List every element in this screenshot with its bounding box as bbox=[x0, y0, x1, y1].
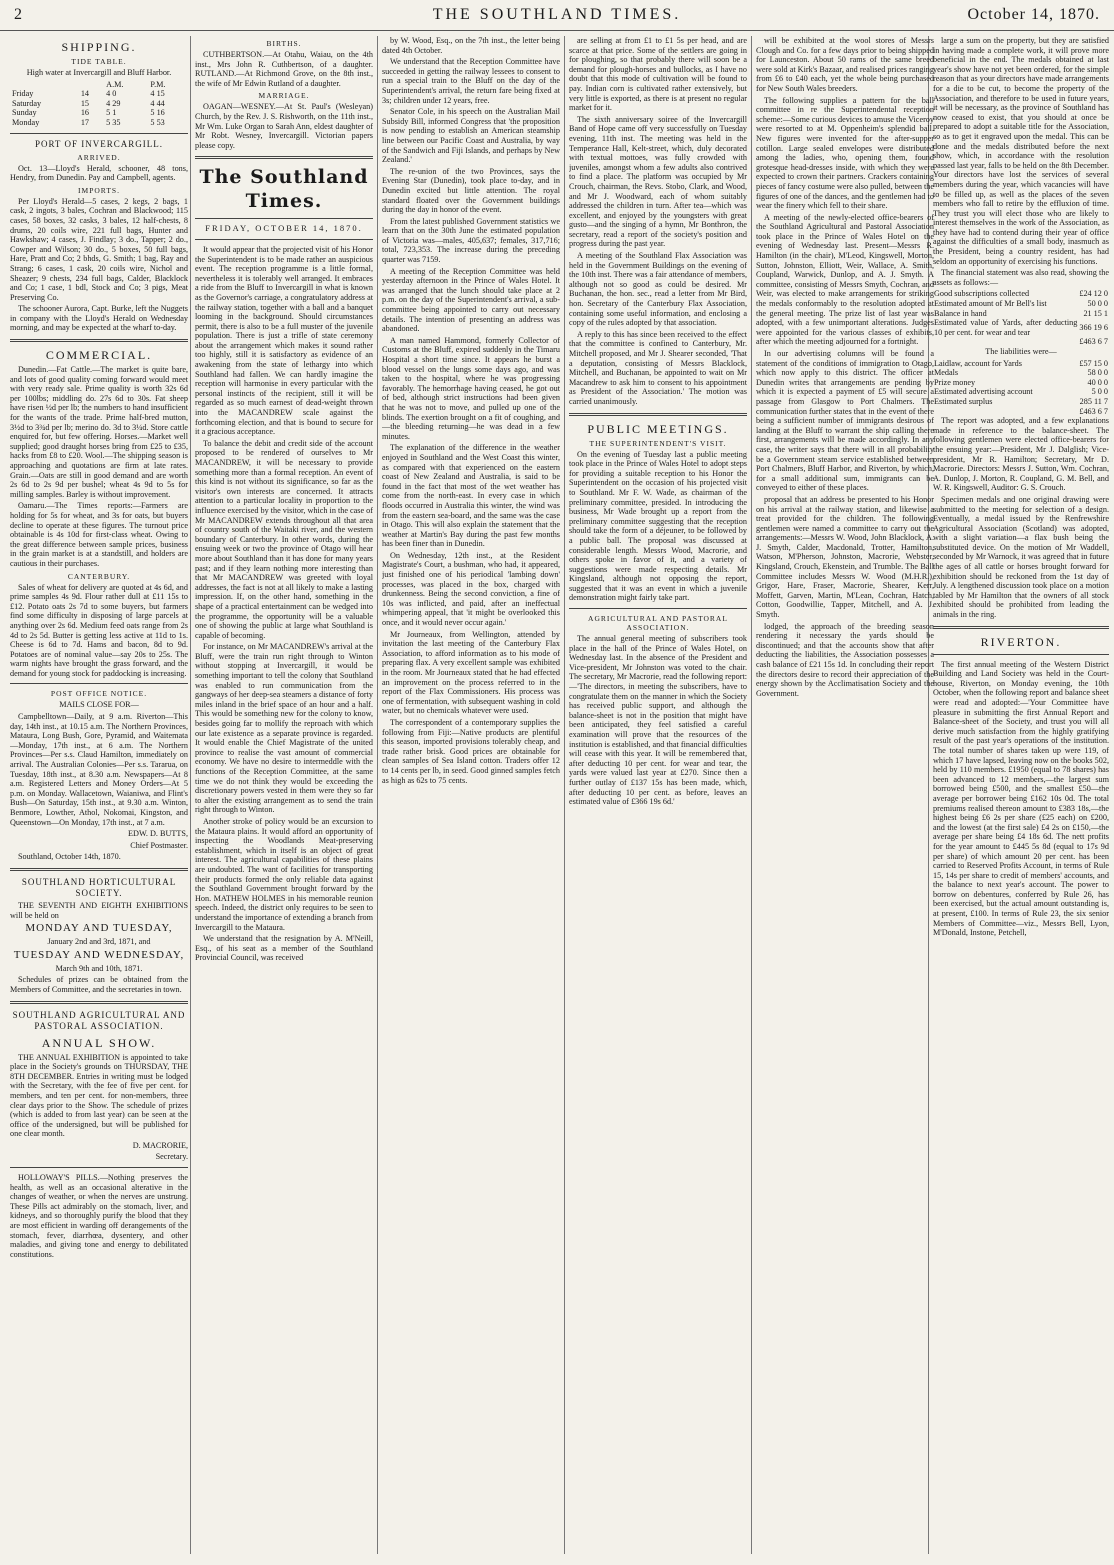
liability-amount: 40 0 0 bbox=[1087, 377, 1108, 387]
port-heading: PORT OF INVERCARGILL. bbox=[34, 138, 164, 149]
schooner-text: The schooner Aurora, Capt. Burke, left the Nuggets in company with the Lloyd's Herald on Wednesday morning, and may be expected at the wharf to-day. bbox=[10, 304, 188, 333]
issue-date: October 14, 1870. bbox=[967, 6, 1100, 23]
liability-label: Medals bbox=[934, 368, 959, 378]
table-row bbox=[933, 359, 1109, 369]
mails-close: MAILS CLOSE FOR— bbox=[59, 700, 139, 710]
news-paragraph: A meeting of the Reception Committee was held yesterday afternoon in the Prince of Wales Hotel. It was arranged that the lunch should take place at 2 p.m. on the day of the Superintendent's arrival, a sub-committee being appointed to carry out necessary details. The intention of presenting an address was abandoned. bbox=[382, 266, 560, 334]
masthead bbox=[0, 0, 1114, 31]
imports-text: Per Lloyd's Herald—5 cases, 2 kegs, 2 bags, 1 cask, 2 ingots, 3 bales, Cochran and Blackwood; 115 cases, 58 boxes, 32 casks, 3 bales, 12 half-chests, 8 drums, 20 coils wire, 221 full bags, Hunter and Hawkshaw; 4 cases, J. Findlay; 3 do., Tapper; 2 do., Cowper and Wilson; 30 do., 5 boxes, 50 full bags, Hare, Pratt and Co; 2 bhds, G. Smith; 1 bag, Ray and Strang; 6 cases, 1 cask, 20 coils wire, Nichol and Sheazer; 9 chests, 234 full bags, Calder, Blacklock and Co; 1 case, 1 bdl, Stock and Co; 3 pigs, Meat Preserving Co. bbox=[10, 196, 188, 302]
divider bbox=[933, 626, 1109, 629]
news-paragraph: A man named Hammond, formerly Collector of Customs at the Bluff, expired suddenly in the Timaru Hospital a short time since. It appears he burst a blood vessel on the lungs some days ago, and was taken to the hospital, where he was progressing favorably. The hemorrhage having ceased, he got out of bed, although strict instructions had been given that he was not to move, and pulled up one of the blinds. The exertion brought on a fit of coughing, and—the bleeding returning—he was dead in a few minutes. bbox=[382, 335, 560, 441]
liability-label bbox=[933, 407, 1068, 417]
tide-row bbox=[10, 89, 188, 99]
table-row bbox=[933, 289, 1109, 299]
post-text: Campbelltown—Daily, at 9 a.m. Riverton—This day, 14th inst., at 10.15 a.m. The Northern Provinces, Mataura, Long Bush, Gore, Pyramid, and Waitemata—Monday, 17th inst., at 6 a.m. The Northern Provinces—Per s.s. Claud Hamilton, immediately on arrival. The Australian Colonies—Per s.s. Tararua, on Tuesday, 18th inst., at 8.30 a.m. Newspapers—At 8 a.m. Registered Letters and Money Orders—At 5 p.m. on Monday. Wallacetown, Waianiwa, and Flint's Bush—On Saturday, 15th inst., at 9.30 a.m. Winton, Benmore, Lowther, Athol, Nokomai, Kingston, and Queenstown—On Monday, 17th inst., at 7 a.m. bbox=[10, 712, 188, 827]
divider bbox=[10, 683, 188, 684]
tide-heading: TIDE TABLE. bbox=[71, 57, 127, 66]
tide-day: Sunday bbox=[12, 108, 37, 118]
superintendent-visit-heading: THE SUPERINTENDENT'S VISIT. bbox=[589, 438, 727, 448]
asset-label: Estimated amount of Mr Bell's list bbox=[934, 299, 1047, 309]
post-signature: EDW. D. BUTTS, bbox=[128, 829, 188, 839]
tide-day: Saturday bbox=[12, 98, 42, 108]
newspaper-title: THE SOUTHLAND TIMES. bbox=[432, 6, 682, 23]
tide-table bbox=[10, 80, 188, 128]
riverton-heading: RIVERTON. bbox=[980, 634, 1062, 649]
table-row bbox=[933, 337, 1109, 347]
agri-heading: SOUTHLAND AGRICULTURAL AND PASTORAL ASSOCIATION. bbox=[12, 1009, 186, 1031]
asset-label bbox=[933, 337, 1078, 347]
news-paragraph: The report was adopted, and a few explanations made in reference to the balance-sheet. The following gentlemen were elected office-bearers for the ensuing year:—President, Mr J. Dalglish; Vice-president, Mr R. Hamilton; Secretary, Mr D. Macrorie. Directors: Messrs J. Sutton, Wm. Cochran, A. Dunlop, J. Morton, R. Coupland, G. M. Bell, and W. R. Kingswell, Auditor: G. S. Crouch. bbox=[933, 416, 1109, 493]
column-4 bbox=[569, 36, 747, 1554]
table-row bbox=[933, 368, 1109, 378]
news-paragraph: In our advertising columns will be found a statement of the conditions of immigration to Otago, which now apply to this district. The officer at Dunedin writes that arrangements are pending by which it is expected a payment of £5 will secure a passage from Glasgow to Port Chalmers. The communication further states that in the event of there being a sufficient number of immigrants desirous of landing at the Bluff to warrant the ship calling there first, arrangements will be made accordingly. In any case, the writer says that there will in all probability be a Government steam service established between Port Chalmers, Bluff Harbor, and Riverton, by which, for a small additional sum, immigrants can be conveyed to either of these places. bbox=[756, 349, 934, 493]
divider bbox=[195, 239, 373, 240]
tide-intro: High water at Invercargill and Bluff Harbor. bbox=[26, 68, 172, 77]
marriage-text: OAGAN—WESNEY.—At St. Paul's (Wesleyan) Church, by the Rev. J. S. Rishworth, on the 11th inst., Mr Wm. Luke Organ to Sarah Ann, eldest daughter of Mr Robt. Wesney, Invercargill. Victorian papers please copy. bbox=[195, 102, 373, 150]
table-row bbox=[933, 378, 1109, 388]
tide-day: Friday bbox=[12, 89, 34, 99]
liabilities-heading: The liabilities were— bbox=[985, 347, 1057, 356]
news-paragraph: are selling at from £1 to £1 5s per head, and are scarce at that price. Some of the settlers are going in for ploughing, so that probably there will soon be a demand for plough-horses and bullocks, as I have no doubt that this mode of cultivation will be found to pay. Indian corn is cultivated rather extensively, but very little is exported, as there is at present no regular market for it. bbox=[569, 36, 747, 113]
post-title: Chief Postmaster. bbox=[130, 840, 188, 850]
post-date: Southland, October 14th, 1870. bbox=[18, 852, 121, 862]
asset-label: Estimated value of Yards, after deducting 10 per cent. for wear and tear bbox=[934, 318, 1078, 337]
column-1 bbox=[10, 36, 188, 1554]
leader-paragraph: We understand that the resignation by A. M'Neill, Esq., of his seat as a member of the Southland Provincial Council, was received bbox=[195, 934, 373, 963]
arrival-text: Oct. 13—Lloyd's Herald, schooner, 48 tons, Hendry, from Dunedin. Pay and Campbell, agents. bbox=[10, 163, 188, 183]
news-paragraph: The correspondent of a contemporary supplies the following from Fiji:—Native products are plentiful this season, imported provisions tolerably cheap, and trade rather brisk. Good prices are obtainable for clean samples of Sea Island cotton. Traders offer 12 to 14 cents per lb, in seed. Good ginned samples fetch as high as 62s to 75 cents. bbox=[382, 717, 560, 785]
news-paragraph: A meeting of the Southland Flax Association was held in the Government Buildings on the evening of the 10th inst. There was a fair attendance of members, although not so good as could be desired. Mr Buchanan, the hon. sec., read a letter from Mr Bird, hon. Secretary of the Canterbury Flax Association, containing some useful information, and enclosing a copy of the rules adopted by that association. bbox=[569, 251, 747, 328]
liability-label: Estimated advertising account bbox=[934, 387, 1033, 397]
nameplate: The Southland Times. bbox=[199, 166, 369, 213]
hort-date-1b: January 2nd and 3rd, 1871, and bbox=[47, 937, 151, 947]
asset-amount: 366 19 6 bbox=[1079, 323, 1108, 333]
annual-signature: D. MACRORIE, bbox=[132, 1140, 188, 1150]
shipping-heading: SHIPPING. bbox=[61, 40, 137, 54]
news-paragraph: The financial statement was also read, showing the assets as follows:— bbox=[933, 268, 1109, 287]
column-rule bbox=[564, 36, 565, 1554]
divider bbox=[569, 608, 747, 609]
tide-pm: 5 53 bbox=[150, 117, 165, 127]
post-heading: POST OFFICE NOTICE. bbox=[50, 689, 148, 699]
news-paragraph: On the evening of Tuesday last a public meeting took place in the Prince of Wales Hotel to adopt steps for providing a suitable reception to his Honor the Superintendent on the occasion of his projected visit to Southland. Mr F. W. Wade, as chairman of the preliminary committee, presided. In introducing the business, Mr Wade brought up a report from the preliminary committee suggesting that the reception should take the form of a déjeuner, to be followed by a public ball. The proposal was discussed at considerable length. Messrs Wood, Macrorie, and others spoke in favor of it, and a variety of suggestions were made respecting details. Mr Kingsland, although not opposing the report, suggested that it was an event in which a juvenile demonstration might fairly take part. bbox=[569, 449, 747, 603]
leader-paragraph: For instance, on Mr MACANDREW's arrival at the Bluff, were the train run right through to Winton without stopping at Invercargill, it would be something important to tell the colony that Southland was enabled to run communication from the gangways of her deep-sea steamers a distance of forty miles inland in the brief space of an hour and a half. This would be something new for the colony to know, besides going far to mollify the reproach with which our late existence as a separate province is regarded. It would enable the Chief Magistrate of the united province to realise the vast amount of commercial economy. We have no desire to intermeddle with the functions of the Reception Committee, at the same time we do not think they would be exceeding the discretionary powers vested in them were they so far to alter the existing arrangement as to send the train right through to Winton. bbox=[195, 642, 373, 815]
annual-show-heading: ANNUAL SHOW. bbox=[41, 1035, 157, 1050]
news-paragraph: On Wednesday, 12th inst., at the Resident Magistrate's Court, a bushman, who had, it appeared, just finished one of his periodical 'lambing down' processes, was placed in the box, charged with drunkenness. Being the second conviction, a fine of 10s was inflicted, and paid, after an ineffectual whimpering appeal, that 'it might be overlooked this once, and it would never occur again.' bbox=[382, 550, 560, 628]
asset-total: £463 6 7 bbox=[1079, 337, 1108, 347]
tide-date: 17 bbox=[80, 117, 90, 127]
news-paragraph: The following supplies a pattern for the ball committee in re the Superintendental reception scheme:—Some curious devices to amuse the Viceroy were resorted to at M. Oppenheim's splendid ball. New figures were invented for the after-supper cotillon. Large sealed envelopes were distributed among the ladies, who, opening them, found grotesque head-dresses inside, with which they were expected to crown their partners. Crackers containing pieces of fancy costume were also pulled, between the figures of one of the dances, and the gentlemen had to wear the finery which fell to their share. bbox=[756, 95, 934, 211]
column-rule bbox=[190, 36, 191, 1554]
tide-date: 14 bbox=[80, 89, 90, 99]
annual-signature-title: Secretary. bbox=[155, 1152, 188, 1162]
news-paragraph: The explanation of the difference in the weather enjoyed in Southland and the West Coast this winter, as compared with that experienced on the eastern coast of New Zealand and Australia, is said to be found in the fact that most of the wet weather has come from the north-east. In every case in which floods occurred in Australia this winter, the wind was from the eastern sea-board, and the same was the case in Otago. This will also explain the statement that the weather at Martin's Bay during the past few months has been finer than in Dunedin. bbox=[382, 443, 560, 549]
tide-col-head bbox=[10, 80, 79, 90]
liability-label: Laidlaw, account for Yards bbox=[934, 358, 1022, 368]
news-paragraph: The sixth anniversary soiree of the Invercargill Band of Hope came off very successfully on Tuesday evening, 11th inst. The meeting was held in the Temperance Hall, Kelt-street, which, duly decorated with textual mottoes, was fully crowded with juveniles, amongst whom a few adults also contrived to find a place. The platform was occupied by Mr Crouch, chairman, the Revs. Stobo, Clark, and Wood, and Mr J. Woodward, each of whom suitably addressed the children in turn. After tea—which was excellent, and enjoyed by the youngsters with great gusto—and the singing of a hymn, Mr Bonthron, the secretary, read a report of the society's position and progress during the past year. bbox=[569, 114, 747, 249]
tide-am: 4 0 bbox=[106, 89, 117, 99]
asset-amount: 21 15 1 bbox=[1083, 308, 1108, 318]
tide-date: 15 bbox=[80, 98, 90, 108]
tide-pm: 5 16 bbox=[150, 108, 165, 118]
asset-label: Balance in hand bbox=[934, 308, 987, 318]
news-paragraph: proposal that an address be presented to his Honor on his arrival at the railway station, and likewise a treat provided for the children. The following gentlemen were named a committee to carry out the arrangements:—Messrs W. Wood, John Blacklock, A. J. Smyth, Calder, Macdonald, Trotter, Hamilton, Watson, M'Pherson, Johnston, Macrorie, Webster, Kingsland, Crouch, Ekenstein, and Trumble. The Ball Committee includes Messrs W. Wood (M.H.R.), Grigor, Hare, Fraser, Macrorie, Shearer, Kerr, Moffett, Garven, Martin, M'Lean, Cochran, Hatch, Cotton, Goodwillie, Tapper, Mitchell, and A. J. Smyth. bbox=[756, 494, 934, 620]
tide-pm: 4 44 bbox=[150, 98, 165, 108]
table-row bbox=[933, 407, 1109, 417]
column-3 bbox=[382, 36, 560, 1554]
divider bbox=[569, 413, 747, 416]
news-paragraph: Mr Journeaux, from Wellington, attended by invitation the last meeting of the Canterbury Flax Association, to afford information as to his mode of preparing flax. A very excellent sample was exhibited in the room. Mr Journeaux stated that he had effected an improvement on the process referred to in the report of the Flax Commissioners. His process was one of fermentation, with subsequent washing in cold water, but no chemicals whatever were used. bbox=[382, 629, 560, 716]
dateline: FRIDAY, OCTOBER 14, 1870. bbox=[205, 223, 363, 234]
assets-table bbox=[933, 289, 1109, 347]
column-2 bbox=[195, 36, 373, 1554]
news-paragraph: A meeting of the newly-elected office-bearers of the Southland Agricultural and Pastoral Association took place in the Prince of Wales Hotel on the evening of Wednesday last. Present—Messrs R. Hamilton (in the chair), M'Leod, Kingswell, Morton, Sutton, Johnston, Elliott, Weir, Wallace, A. Smith, Coupland, Warwick, Dunlop, and A. J. Smyth. A committee, consisting of Messrs Smyth, Cochran, and Weir, was elected to make arrangements for striking the medals conformably to the resolution adopted at the general meeting. The prize list of last year was adopted, with a few unimportant alterations. Judges were appointed for the various classes of exhibits, after which the meeting adjourned for a fortnight. bbox=[756, 212, 934, 347]
liability-total: £463 6 7 bbox=[1079, 406, 1108, 416]
tide-pm: 4 15 bbox=[150, 89, 165, 99]
liability-amount: £57 15 0 bbox=[1079, 358, 1108, 368]
table-row bbox=[933, 299, 1109, 309]
news-paragraph: The annual general meeting of subscribers took place in the hall of the Prince of Wales Hotel, on Wednesday last. In the absence of the President and Vice-president, Mr Johnston was voted to the chair. The secretary, Mr Macrorie, read the following report:—'The directors, in meeting the subscribers, have to congratulate them on the manner in which the Society has received public support, and although the balance-sheet is not in the position that might have been anticipated, they feel satisfied a careful examination will prove that the resources of the institution is established, and that financial difficulties will cease with this year. It will be remembered that, after deducting 10 per cent. for wear and tear, the yards were valued last year at £270. Since then a further outlay of £137 15s has been made, which, after deducting 10 per cent. as before, leaves an estimated value of £366 19s 6d.' bbox=[569, 634, 747, 807]
divider bbox=[195, 156, 373, 159]
news-paragraph: Specimen medals and one original drawing were submitted to the meeting for selection of a design. Eventually, a medal issued by the Renfrewshire Agricultural Association (Scotland) was adopted, with a slight variation—a flax bush being the substituted device. On the motion of Mr Waddell, seconded by Mr Warnock, it was agreed that in future the ages of all cattle or horses brought forward for exhibition should be reckoned from the 1st day of July. A lengthened discussion took place on a motion tabled by Mr Hamilton that the owners of all stock exhibited should be prohibited from leading the animals in the ring. bbox=[933, 494, 1109, 620]
hort-date-2b: March 9th and 10th, 1871. bbox=[55, 963, 143, 973]
liabilities-table bbox=[933, 359, 1109, 417]
asset-amount: £24 12 0 bbox=[1079, 289, 1108, 299]
column-5 bbox=[756, 36, 934, 1554]
arrived-label: ARRIVED. bbox=[77, 152, 121, 162]
divider bbox=[10, 868, 188, 871]
tide-am: 4 29 bbox=[106, 98, 121, 108]
canterbury-text: Sales of wheat for delivery are quoted at 4s 6d, and prime samples 4s 9d. Flour rather dull at £11 15s to £12. Potato oats 2s 7d to some buyers, but farmers find some difficulty in disposing of large parcels at anything over 2s 6d. Medium feed oats range from 2s 4d to 2s 5d. Butter is getting less active at 11d to 1s. Cheese is 6d to 7d. Hams and bacon, 8d to 9d. Potatoes are of nominal value—say 20s to 25s. The warm nights have brought the grass forward, and the demand for young stock for paddocking is increasing. bbox=[10, 582, 188, 678]
liability-label: Prize money bbox=[934, 377, 976, 387]
news-paragraph: We understand that the Reception Committee have succeeded in getting the railway lessees to consent to run a special train to the Bluff on the day of the Superintendent's arrival, the return fare being fixed at 3s; children under 12 years, free. bbox=[382, 57, 560, 105]
column-rule bbox=[377, 36, 378, 1554]
column-rule bbox=[751, 36, 752, 1554]
hort-heading: SOUTHLAND HORTICULTURAL SOCIETY. bbox=[21, 876, 177, 898]
holloway-text: HOLLOWAY'S PILLS.—Nothing preserves the health, as well as an occasional alterative in the changes of weather, or when the nerves are unstrung. These Pills act admirably on the stomach, liver, and kidneys, and so thoroughly purify the blood that they are most efficient in warding off derangements of the stomach, fever, diarrhœa, dysentery, and other maladies, and giving tone and energy to debilitated constitutions. bbox=[10, 1173, 188, 1259]
liability-label: Estimated surplus bbox=[934, 396, 993, 406]
news-paragraph: The re-union of the two Provinces, says the Evening Star (Dunedin), took place to-day, and in Dunedin excited but little attention. The royal standard floated over the Government buildings during the day in honor of the event. bbox=[382, 166, 560, 215]
table-row bbox=[933, 387, 1109, 397]
news-paragraph: large a sum on the property, but they are satisfied in having made a complete work, it will prove more beneficial in the end. The medals obtained at last year's show have not yet been ordered, for the simple reason that as your directors have made arrangements for a die to be cut, to become the property of the Association, and therefore to be used in future years, it will be necessary, as the province of Southland has now ceased to exist, that you should at once be prepared to adopt a suitable title for the Association, so as to get it engraved upon the medal. This can be done and the medals distributed before the next show, which, in accordance with the resolution passed last year, falls to be held on the 8th December. Your directors have lost the services of several members during the year, which vacancies will have to be filled up, as well as the places of the seven members who fall to retire by the effluxion of time. They trust you will elect those who are likely to interest themselves in the work of the Association, as they have had to contend during their year of office against the difficulties of a small body, inasmuch as the President, being a country resident, has had seldom an opportunity of exercising his functions. bbox=[933, 36, 1109, 266]
asset-label: Good subscriptions collected bbox=[934, 289, 1030, 299]
leader-paragraph: To balance the debit and credit side of the account proposed to be rendered of ourselves to Mr MACANDREW, it will be necessary to provide something more than a formal reception. An event of this kind is not without its significance, so far as the visitor's own interests are concerned. It attracts attention to a particular locality in proportion to the influence exercised by the visitor, which in the case of Mr MACANDREW extends throughout all that area of country south of the Waitaki river, and the western boundary of Canterbury. In other words, during the ensuing week or two the province of Otago will hear more about Southland than it has done for many years past; and if they learn nothing more interesting than that Mr MACANDREW was greeted with loyal addresses, the fact is not at all likely to make a lasting impression. If, on the other hand, something in the shape of a practical entertainment can be wedged into the programme, the opportunity will be a valuable one of showing the public at large what Southland is capable of becoming. bbox=[195, 438, 373, 640]
hort-date-2: TUESDAY AND WEDNESDAY, bbox=[13, 948, 185, 961]
public-meetings-heading: PUBLIC MEETINGS. bbox=[587, 421, 729, 436]
tide-day: Monday bbox=[12, 117, 40, 127]
leader-paragraph: Another stroke of policy would be an excursion to the Mataura plains. It would afford an opportunity of inspecting the Woodlands Meat-preserving establishment, which in itself is an object of great interest. The agricultural capabilities of these plains are undoubted. The want of facilities for transporting their products formed the only reliable data against the Southland Government brought forward by the Hon. MATHEW HOLMES in his memorable reunion speech. Indeed, the district only requires to be seen to understand the importance of extending a branch from Invercargill to the Mataura. bbox=[195, 816, 373, 932]
tide-am: 5 35 bbox=[106, 117, 121, 127]
news-paragraph: Senator Cole, in his speech on the Australian Mail Subsidy Bill, informed Congress that 'the proposition is now pending to establish an American steamship line between our Pacific Coast and Australia, by way of the Sandwich and Fiji Islands, and perhaps by New Zealand.' bbox=[382, 107, 560, 165]
leader-paragraph: It would appear that the projected visit of his Honor the Superintendent is to be made rather an auspicious event. The reception programme is a little formal, nevertheless it is tolerably well arranged. It embraces a ride from the Bluff to Invercargill in what is known as the Governor's carriage, a congratulatory address at the railway station, together with a ball and a banquet looming in the background. Should circumstances permit, there is also to be a full muster of the juvenile population. There is just a trifle of state ceremony about the arrangement which makes it sound rather too highly, still it is satisfactory as evidence of an awakening from the state of lethargy into which Southland had fallen. We can hardly imagine the reception will harmonise in every particular with the personal instincts of the recipient, still it will be regarded as so much earnest of dead-weight thrown into the MACANDREW scale against the forthcoming election, and that is bound to secure for it a gracious acceptance. bbox=[195, 244, 373, 437]
births-text: CUTHBERTSON.—At Otahu, Waiau, on the 4th inst., Mrs John R. Cuthbertson, of a daughter. RUTLAND.—At Richmond Grove, on the 8th inst., the wife of Mr Edwin Rutland of a daughter. bbox=[195, 50, 373, 88]
hort-text: THE SEVENTH AND EIGHTH EXHIBITIONS will be held on bbox=[10, 900, 188, 920]
hort-date-1: MONDAY AND TUESDAY, bbox=[25, 922, 173, 935]
liability-amount: 58 0 0 bbox=[1087, 368, 1108, 378]
divider bbox=[10, 1167, 188, 1168]
news-paragraph: A reply to this has since been received to the effect that the committee is confined to Canterbury, Mr. Mitchell proposed, and Mr J. Shearer seconded, 'That a deputation, consisting of Messrs Blacklock, Mitchell, and Buchanan, be appointed to wait on Mr Macandrew to ask him to consent to his appointment as President of the Association.' The motion was carried unanimously. bbox=[569, 329, 747, 406]
tide-row bbox=[10, 118, 188, 128]
divider bbox=[10, 1001, 188, 1004]
asset-amount: 50 0 0 bbox=[1087, 299, 1108, 309]
news-paragraph: From the latest published Government statistics we learn that on the 30th June the estimated population of Victoria was—males, 405,637; females, 317,716; total, 723,353. The increase during the preceding quarter was 7159. bbox=[382, 216, 560, 265]
tide-date: 16 bbox=[80, 108, 90, 118]
agri-association-heading: AGRICULTURAL AND PASTORAL ASSOCIATION. bbox=[588, 614, 728, 633]
tide-header-row bbox=[10, 80, 188, 90]
annual-text: THE ANNUAL EXHIBITION is appointed to take place in the Society's grounds on THURSDAY, THE 8TH DECEMBER. Entries in writing must be lodged with the Secretary, with the fee of five per cent. for members, and ten per cent. for non-members, three clear days prior to the Show. The schedule of prizes (which is added to from last year) can be seen at the office of the undersigned, but will be published for one clear month. bbox=[10, 1052, 188, 1139]
table-row bbox=[933, 397, 1109, 407]
tide-col-head: P.M. bbox=[150, 79, 166, 89]
oamaru-text: Oamaru.—The Times reports:—Farmers are holding for 5s for wheat, and 3s for oats, but buyers decline to operate at these figures. The turnout price obtainable is 4s 10d for first-class wheat. Owing to the great difference between sample prices, business in the grain market is at a standstill, and holders are cautious in their purchases. bbox=[10, 501, 188, 568]
tide-row bbox=[10, 99, 188, 109]
marriage-heading: MARRIAGE. bbox=[258, 91, 310, 101]
hort-note: Schedules of prizes can be obtained from the Members of Committee, and the secretaries in town. bbox=[10, 975, 188, 994]
news-paragraph: by W. Wood, Esq., on the 7th inst., the letter being dated 4th October. bbox=[382, 36, 560, 55]
canterbury-heading: CANTERBURY. bbox=[67, 571, 131, 581]
divider bbox=[933, 654, 1109, 655]
news-paragraph: The first annual meeting of the Western District Building and Land Society was held in the Court-house, Riverton, on Monday evening, the 10th October, when the following report and balance sheet were read and adopted:—'Your Committee have pleasure in submitting the first Annual Report and Balance-sheet of the Society, and trust you will all derive much satisfaction from the highly gratifying result of the past year's operations of the institution. The total number of shares taken up were 119, of which 17 have lapsed, leaving now on the books 502, held by 110 members. £1950 (equal to 78 shares) has been advanced to 12 members,—the largest sum borrowed being £500, and the smallest £50—the average per borrower being £162 10s 0d. The total premiums realised thereon amount to £383 18s,—the highest being £6 2s per share (£25 each) on £200, and the lowest (at the first sale) £4 2s on £150,—the average per share being £4 18s 6d. The nett profits for the year amount to £445 5s 8d (equal to 17s 9d per share) of which amount 20 per cent. has been carried to Reserved Profits Account, in terms of Rule 15, 14s per share to credit of members' accounts, and the balance to next year's account. The power to borrow on debentures, conferred by Rule 26, has been exercised, but the actual amount outstanding is, at present, £100. In terms of Rule 23, the six senior Members of Committee—viz., Messrs Bell, Lyon, M'Donald, Instone, Petchell, bbox=[933, 659, 1109, 938]
tide-col-head: A.M. bbox=[106, 79, 124, 89]
tide-row bbox=[10, 108, 188, 118]
commercial-heading: COMMERCIAL. bbox=[45, 348, 153, 363]
news-paragraph: will be exhibited at the wool stores of Messrs Clough and Co. for a few days prior to being shipped for Launceston. About 50 rams of the same breed were sold at Kirk's Bazaar, and realised prices ranging from £6 to £40 each, yet the whole being purchased for New South Wales breeders. bbox=[756, 36, 934, 93]
tide-am: 5 1 bbox=[106, 108, 117, 118]
news-paragraph: lodged, the approach of the breeding season rendering it necessary the yards should be discontinued; and that the accounts show that after deducting the liabilities, the Association possesses a cash balance of £21 15s 1d. In concluding their report the directors desire to record their appreciation of the energy shown by the Acclimatisation Society and the Government. bbox=[756, 621, 934, 698]
commercial-text: Dunedin.—Fat Cattle.—The market is quite bare, and lots of good quality coming forward would meet with very ready sale. Prime quality is worth 32s 6d per 100lbs; middling do. 27s 6d to 30s. Fat sheep have risen ½d per lb; the numbers to hand insufficient for the wants of the trade. Prime half-bred mutton, 3½d to 3¾d per lb; merino do. 3d to 3¼d. Store cattle enquired for, but few offering. Horses.—Market well supplied; good draught horses bring from £25 to £35, hacks from £8 to £20. Wool.—The shipping season is approaching and quotations are firm at late rates. Grain.—Oats are still in good demand and are worth 2s 6d to 2s 9d per bushel; wheat 4s 9d to 5s for milling samples. Barley is without improvement. bbox=[10, 365, 188, 499]
imports-label: IMPORTS. bbox=[78, 185, 120, 195]
column-6 bbox=[933, 36, 1109, 1554]
births-heading: BIRTHS. bbox=[266, 39, 302, 48]
liability-amount: 5 0 0 bbox=[1091, 387, 1108, 397]
table-row bbox=[933, 318, 1109, 337]
divider bbox=[195, 218, 373, 219]
table-row bbox=[933, 309, 1109, 319]
page-number: 2 bbox=[14, 6, 22, 23]
divider bbox=[10, 339, 188, 342]
liability-amount: 285 11 7 bbox=[1079, 396, 1108, 406]
divider bbox=[10, 133, 188, 134]
